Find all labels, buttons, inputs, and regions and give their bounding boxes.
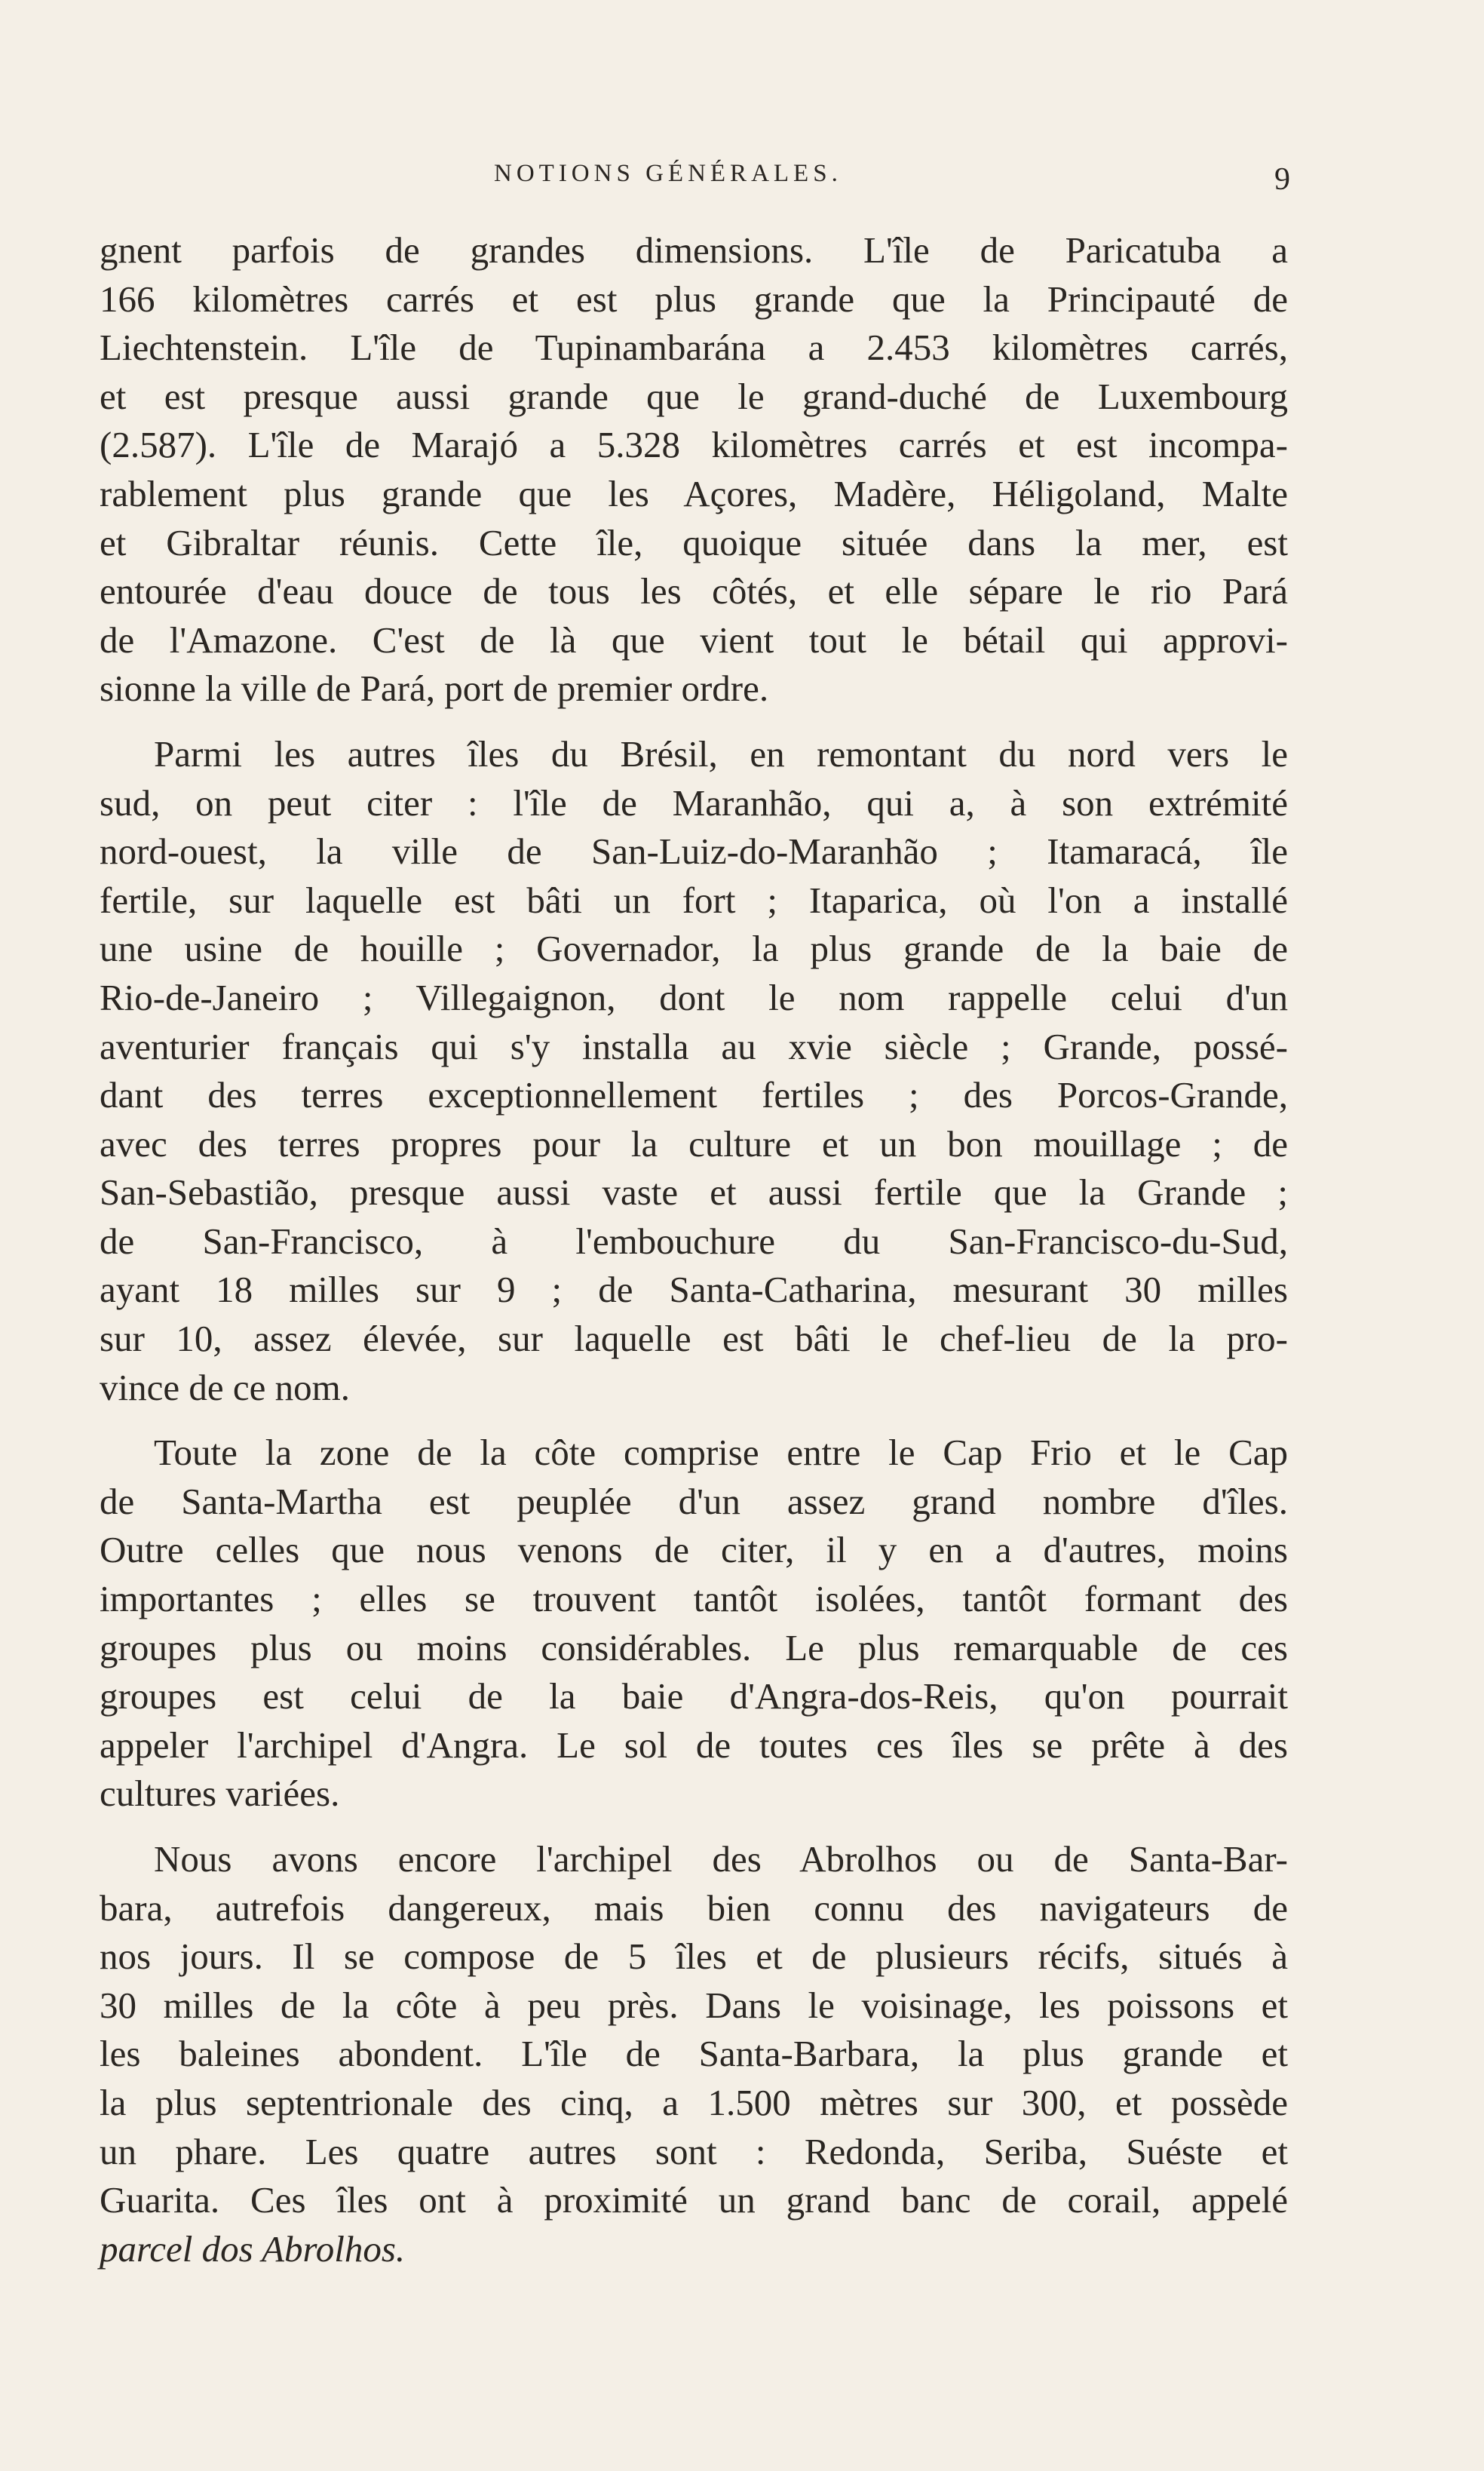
body-text bbox=[100, 226, 1288, 2290]
page-number: 9 bbox=[1274, 162, 1290, 197]
text-line: Liechtenstein. L'île de Tupinambarána a 2.453 kilomètres carrés, bbox=[100, 327, 1288, 369]
text-line: 166 kilomètres carrés et est plus grande que la Principauté de bbox=[100, 278, 1288, 320]
text-line: et Gibraltar réunis. Cette île, quoique située dans la mer, est bbox=[100, 521, 1288, 563]
text-line: vince de ce nom. bbox=[100, 1366, 350, 1408]
text-line: sionne la ville de Pará, port de premier ordre. bbox=[100, 668, 769, 710]
text-line: rablement plus grande que les Açores, Madère, Héligoland, Malte bbox=[100, 472, 1288, 514]
paragraph-3 bbox=[100, 1429, 1288, 1819]
text-line: nord-ouest, la ville de San-Luiz-do-Maranhão ; Itamaracá, île bbox=[100, 830, 1288, 873]
text-line: dant des terres exceptionnellement fertiles ; des Porcos-Grande, bbox=[100, 1074, 1288, 1116]
running-head bbox=[0, 160, 1484, 205]
text-line: appeler l'archipel d'Angra. Le sol de toutes ces îles se prête à des bbox=[100, 1724, 1288, 1766]
text-line: sur 10, assez élevée, sur laquelle est bâti le chef-lieu de la pro- bbox=[100, 1318, 1288, 1360]
text-line: aventurier français qui s'y installa au xvie siècle ; Grande, possé- bbox=[100, 1025, 1288, 1067]
text-line: importantes ; elles se trouvent tantôt isolées, tantôt formant des bbox=[100, 1578, 1288, 1620]
text-line: de l'Amazone. C'est de là que vient tout le bétail qui approvi- bbox=[100, 619, 1288, 661]
text-line: parcel dos Abrolhos. bbox=[100, 2227, 406, 2270]
text-line: bara, autrefois dangereux, mais bien connu des navigateurs de bbox=[100, 1886, 1288, 1929]
running-title: NOTIONS GÉNÉRALES. bbox=[494, 160, 842, 187]
text-line: un phare. Les quatre autres sont : Redonda, Seriba, Suéste et bbox=[100, 2130, 1288, 2172]
text-line: ayant 18 milles sur 9 ; de Santa-Catharina, mesurant 30 milles bbox=[100, 1269, 1288, 1311]
text-line: cultures variées. bbox=[100, 1773, 340, 1815]
text-line: Rio-de-Janeiro ; Villegaignon, dont le nom rappelle celui d'un bbox=[100, 976, 1288, 1018]
text-line: 30 milles de la côte à peu près. Dans le voisinage, les poissons et bbox=[100, 1984, 1288, 2026]
paragraph-2 bbox=[100, 730, 1288, 1412]
text-line: Guarita. Ces îles ont à proximité un grand banc de corail, appelé bbox=[100, 2179, 1288, 2221]
text-line: sud, on peut citer : l'île de Maranhão, qui a, à son extrémité bbox=[100, 781, 1288, 824]
text-line: Parmi les autres îles du Brésil, en remontant du nord vers le bbox=[154, 732, 1288, 775]
text-line: Nous avons encore l'archipel des Abrolhos ou de Santa-Bar- bbox=[154, 1838, 1288, 1880]
text-line: les baleines abondent. L'île de Santa-Barbara, la plus grande et bbox=[100, 2033, 1288, 2075]
text-line: fertile, sur laquelle est bâti un fort ; Itaparica, où l'on a installé bbox=[100, 879, 1288, 921]
text-line: gnent parfois de grandes dimensions. L'île de Paricatuba a bbox=[100, 229, 1288, 271]
text-line: une usine de houille ; Governador, la plus grande de la baie de bbox=[100, 928, 1288, 970]
text-line: groupes plus ou moins considérables. Le plus remarquable de ces bbox=[100, 1626, 1288, 1668]
text-line: entourée d'eau douce de tous les côtés, et elle sépare le rio Pará bbox=[100, 570, 1288, 612]
text-line: nos jours. Il se compose de 5 îles et de plusieurs récifs, situés à bbox=[100, 1935, 1288, 1978]
text-line: groupes est celui de la baie d'Angra-dos-Reis, qu'on pourrait bbox=[100, 1675, 1288, 1717]
paragraph-4 bbox=[100, 1835, 1288, 2273]
text-line: la plus septentrionale des cinq, a 1.500 mètres sur 300, et possède bbox=[100, 2081, 1288, 2123]
text-line: (2.587). L'île de Marajó a 5.328 kilomètres carrés et est incompa- bbox=[100, 424, 1288, 466]
text-line: de San-Francisco, à l'embouchure du San-Francisco-du-Sud, bbox=[100, 1220, 1288, 1262]
text-line: avec des terres propres pour la culture et un bon mouillage ; de bbox=[100, 1122, 1288, 1165]
text-line: Outre celles que nous venons de citer, il y en a d'autres, moins bbox=[100, 1529, 1288, 1571]
text-line: de Santa-Martha est peuplée d'un assez grand nombre d'îles. bbox=[100, 1480, 1288, 1522]
text-line: et est presque aussi grande que le grand-duché de Luxembourg bbox=[100, 375, 1288, 417]
text-line: Toute la zone de la côte comprise entre le Cap Frio et le Cap bbox=[154, 1432, 1288, 1474]
text-line: San-Sebastião, presque aussi vaste et aussi fertile que la Grande ; bbox=[100, 1171, 1288, 1214]
paragraph-1 bbox=[100, 226, 1288, 714]
